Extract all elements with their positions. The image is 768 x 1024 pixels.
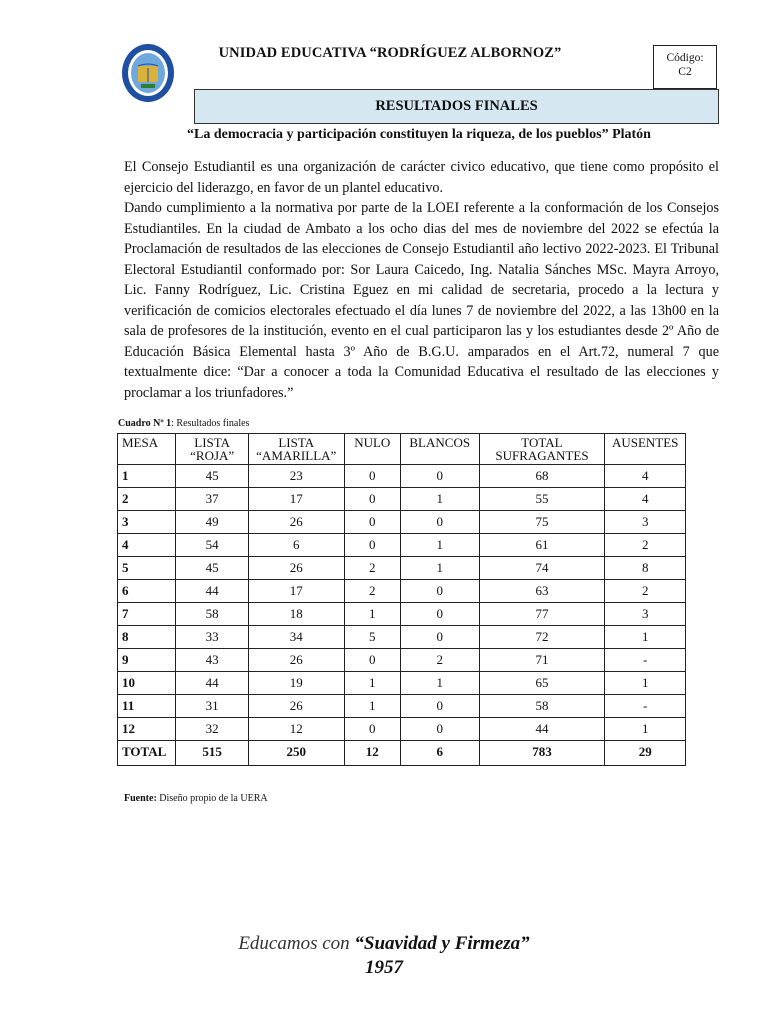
cell-ausentes: -	[605, 649, 686, 672]
cell-ausentes: 3	[605, 511, 686, 534]
cell-total-sufragantes: 75	[479, 511, 605, 534]
cell-total-sufragantes: 55	[479, 488, 605, 511]
cell-mesa: 1	[118, 465, 176, 488]
cell-lista-amarilla: 26	[248, 557, 344, 580]
cell-nulo: 1	[344, 672, 400, 695]
cell-lista-amarilla: 12	[248, 718, 344, 741]
table-row	[118, 603, 686, 626]
cell-blancos: 0	[400, 580, 479, 603]
header-lista-amarilla: LISTA “AMARILLA”	[248, 434, 344, 465]
total-lista-roja: 515	[176, 741, 249, 766]
cell-total-sufragantes: 68	[479, 465, 605, 488]
results-banner: RESULTADOS FINALES	[194, 89, 719, 124]
cell-ausentes: 4	[605, 488, 686, 511]
results-table	[117, 433, 686, 766]
cell-ausentes: 3	[605, 603, 686, 626]
table-row	[118, 511, 686, 534]
cell-mesa: 7	[118, 603, 176, 626]
cell-lista-amarilla: 17	[248, 488, 344, 511]
table-row	[118, 465, 686, 488]
total-lista-amarilla: 250	[248, 741, 344, 766]
table-row	[118, 626, 686, 649]
table-row	[118, 488, 686, 511]
cell-ausentes: 2	[605, 534, 686, 557]
cell-ausentes: 4	[605, 465, 686, 488]
quote: “La democracia y participación constituyen la riqueza, de los pueblos” Platón	[187, 127, 651, 142]
cell-mesa: 9	[118, 649, 176, 672]
cell-blancos: 0	[400, 695, 479, 718]
cell-lista-roja: 37	[176, 488, 249, 511]
cell-ausentes: 1	[605, 718, 686, 741]
table-row	[118, 534, 686, 557]
cell-lista-amarilla: 34	[248, 626, 344, 649]
cell-nulo: 1	[344, 603, 400, 626]
cell-nulo: 0	[344, 718, 400, 741]
cell-lista-amarilla: 19	[248, 672, 344, 695]
header-blancos: BLANCOS	[400, 434, 479, 465]
cell-mesa: 10	[118, 672, 176, 695]
cell-total-sufragantes: 71	[479, 649, 605, 672]
cell-lista-roja: 33	[176, 626, 249, 649]
table-caption-number: Cuadro Nº 1	[118, 418, 172, 429]
table-source	[124, 793, 268, 804]
code-label: Código:	[666, 52, 704, 64]
school-crest-icon	[120, 42, 176, 104]
cell-lista-amarilla: 17	[248, 580, 344, 603]
cell-lista-roja: 58	[176, 603, 249, 626]
table-total-row	[118, 741, 686, 766]
header-lista-roja: LISTA “ROJA”	[176, 434, 249, 465]
table-header-row	[118, 434, 686, 465]
cell-total-sufragantes: 44	[479, 718, 605, 741]
cell-mesa: 12	[118, 718, 176, 741]
body-text	[124, 157, 719, 403]
total-total-sufragantes: 783	[479, 741, 605, 766]
cell-nulo: 5	[344, 626, 400, 649]
cell-total-sufragantes: 74	[479, 557, 605, 580]
footer-motto	[0, 932, 768, 980]
cell-total-sufragantes: 63	[479, 580, 605, 603]
cell-nulo: 0	[344, 534, 400, 557]
total-nulo: 12	[344, 741, 400, 766]
cell-mesa: 6	[118, 580, 176, 603]
cell-ausentes: 2	[605, 580, 686, 603]
cell-blancos: 0	[400, 626, 479, 649]
cell-lista-amarilla: 26	[248, 649, 344, 672]
cell-blancos: 0	[400, 511, 479, 534]
cell-mesa: 3	[118, 511, 176, 534]
cell-lista-amarilla: 6	[248, 534, 344, 557]
cell-lista-roja: 49	[176, 511, 249, 534]
cell-nulo: 0	[344, 488, 400, 511]
cell-blancos: 1	[400, 488, 479, 511]
source-label: Fuente:	[124, 793, 157, 804]
cell-mesa: 2	[118, 488, 176, 511]
cell-blancos: 1	[400, 534, 479, 557]
paragraph-2: Dando cumplimiento a la normativa por parte de la LOEI referente a la conformación de los Consejos Estudiantiles. En la ciudad de Ambato a los ocho dias del mes de noviembre del 2022 se efectúa la Proclamación de resultados de las elecciones de Consejo Estudiantil año lectivo 2022-2023. El Tribunal Electoral Estudiantil conformado por: Sor Laura Caicedo, Ing. Natalia Sánches MSc. Mayra Arroyo, Lic. Fanny Rodríguez, Lic. Cristina Eguez en mi calidad de secretaria, procedo a la lectura y verificación de comicios electorales efectuado el día lunes 7 de noviembre del 2022, a las 13h00 en la sala de profesores de la institución, evento en el cual participaron las y los estudiantes desde 2º Año de Educación Básica Elemental hasta 3º Año de B.G.U. amparados en el Art.72, numeral 7 que textualmente dice: “Dar a conocer a toda la Comunidad Educativa el resultado de las elecciones y proclamar a los triunfadores.”	[124, 200, 719, 401]
cell-lista-roja: 45	[176, 465, 249, 488]
cell-blancos: 2	[400, 649, 479, 672]
cell-nulo: 2	[344, 580, 400, 603]
cell-lista-roja: 54	[176, 534, 249, 557]
cell-nulo: 0	[344, 649, 400, 672]
cell-ausentes: -	[605, 695, 686, 718]
cell-total-sufragantes: 58	[479, 695, 605, 718]
header-total-sufragantes: TOTAL SUFRAGANTES	[479, 434, 605, 465]
total-mesa: TOTAL	[118, 741, 176, 766]
total-blancos: 6	[400, 741, 479, 766]
cell-lista-amarilla: 26	[248, 695, 344, 718]
cell-lista-roja: 31	[176, 695, 249, 718]
cell-lista-roja: 44	[176, 580, 249, 603]
table-row	[118, 718, 686, 741]
cell-blancos: 1	[400, 672, 479, 695]
source-text: Diseño propio de la UERA	[156, 793, 268, 804]
header-mesa: MESA	[118, 434, 176, 465]
total-ausentes: 29	[605, 741, 686, 766]
cell-blancos: 0	[400, 718, 479, 741]
table-caption-text: : Resultados finales	[171, 418, 250, 429]
table-row	[118, 580, 686, 603]
cell-nulo: 1	[344, 695, 400, 718]
cell-mesa: 5	[118, 557, 176, 580]
cell-ausentes: 1	[605, 626, 686, 649]
cell-blancos: 0	[400, 603, 479, 626]
cell-nulo: 2	[344, 557, 400, 580]
cell-lista-roja: 32	[176, 718, 249, 741]
cell-lista-amarilla: 26	[248, 511, 344, 534]
cell-lista-roja: 44	[176, 672, 249, 695]
founding-year: 1957	[365, 957, 403, 978]
header-ausentes: AUSENTES	[605, 434, 686, 465]
document-code-box	[653, 45, 717, 89]
school-title: UNIDAD EDUCATIVA “RODRÍGUEZ ALBORNOZ”	[218, 45, 562, 61]
motto-intro: Educamos con	[238, 933, 355, 954]
cell-mesa: 4	[118, 534, 176, 557]
table-row	[118, 649, 686, 672]
cell-total-sufragantes: 61	[479, 534, 605, 557]
cell-blancos: 0	[400, 465, 479, 488]
cell-lista-roja: 43	[176, 649, 249, 672]
cell-total-sufragantes: 77	[479, 603, 605, 626]
paragraph-1: El Consejo Estudiantil es una organización de carácter civico educativo, que tiene como propósito el ejercicio del liderazgo, en favor de un plantel educativo.	[124, 159, 719, 196]
table-row	[118, 557, 686, 580]
cell-blancos: 1	[400, 557, 479, 580]
table-row	[118, 695, 686, 718]
table-row	[118, 672, 686, 695]
cell-mesa: 11	[118, 695, 176, 718]
cell-ausentes: 8	[605, 557, 686, 580]
cell-lista-roja: 45	[176, 557, 249, 580]
cell-lista-amarilla: 18	[248, 603, 344, 626]
motto: “Suavidad y Firmeza”	[354, 933, 530, 954]
cell-total-sufragantes: 65	[479, 672, 605, 695]
cell-nulo: 0	[344, 465, 400, 488]
cell-nulo: 0	[344, 511, 400, 534]
cell-ausentes: 1	[605, 672, 686, 695]
table-caption	[118, 418, 249, 429]
code-value: C2	[678, 66, 692, 78]
cell-mesa: 8	[118, 626, 176, 649]
header-nulo: NULO	[344, 434, 400, 465]
cell-total-sufragantes: 72	[479, 626, 605, 649]
cell-lista-amarilla: 23	[248, 465, 344, 488]
